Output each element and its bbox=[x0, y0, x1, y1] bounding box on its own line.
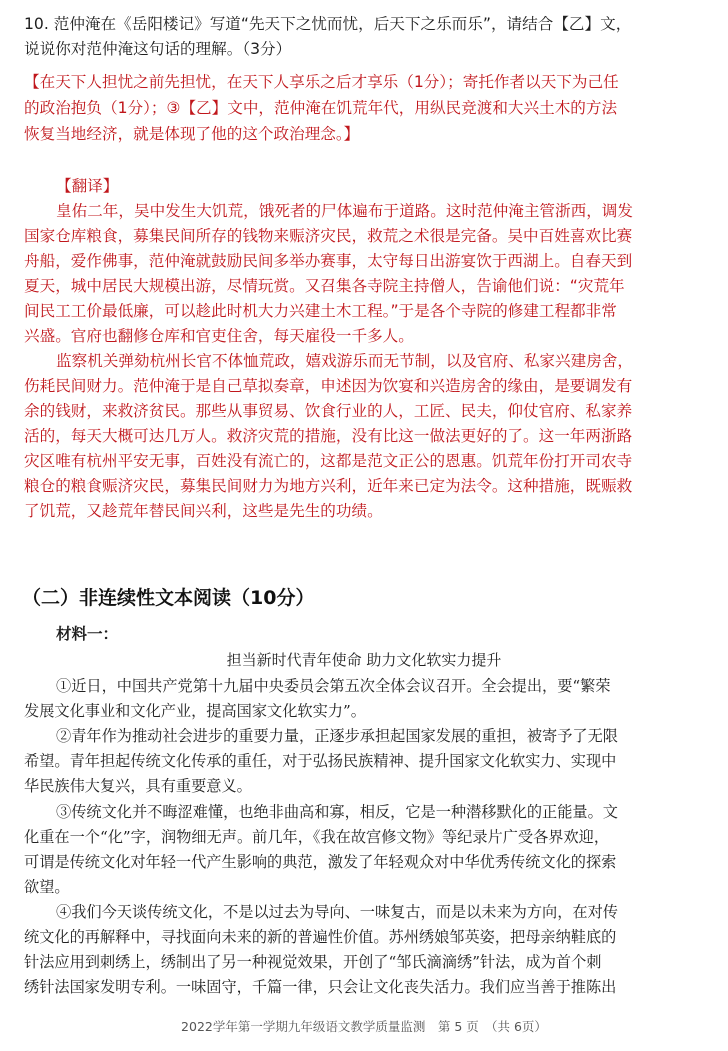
article-line: ④我们今天谈传统文化，不是以过去为导向、一味复古，而是以未来为方向，在对传 bbox=[56, 903, 618, 921]
translation-line: 国家仓库粮食，募集民间所存的钱物来赈济灾民，救荒之术很是完备。吴中百姓喜欢比赛 bbox=[24, 227, 633, 245]
translation-heading: 【翻译】 bbox=[56, 177, 119, 195]
answer-line: 【在天下人担忧之前先担忧，在天下人享乐之后才享乐（1分）；寄托作者以天下为己任 bbox=[24, 73, 619, 91]
article-line: ③传统文化并不晦涩难懂，也绝非曲高和寡，相反，它是一种潜移默化的正能量。文 bbox=[56, 803, 618, 821]
article-line: ①近日，中国共产党第十九届中央委员会第五次全体会议召开。全会提出，要“繁荣 bbox=[56, 677, 611, 695]
article-line: 欲望。 bbox=[24, 878, 70, 896]
answer-line: 恢复当地经济，就是体现了他的这个政治理念。】 bbox=[24, 125, 360, 143]
article-title: 担当新时代青年使命 助力文化软实力提升 bbox=[226, 651, 502, 669]
translation-line: 夏天，城中居民大规模出游，尽情玩赏。又召集各寺院主持僧人，告谕他们说：“灾荒年 bbox=[24, 277, 625, 295]
article-line: 针法应用到刺绣上，绣制出了另一种视觉效果，开创了“邹氏滴滴绣”针法，成为首个刺 bbox=[24, 953, 602, 971]
article-line: 统文化的再解释中，寻找面向未来的新的普遍性价值。苏州绣娘邹英姿，把母亲纳鞋底的 bbox=[24, 928, 617, 946]
article-line: 绣针法国家发明专利。一味固守，千篇一律，只会让文化丧失活力。我们应当善于推陈出 bbox=[24, 978, 617, 996]
article-line: ②青年作为推动社会进步的重要力量，正逐步承担起国家发展的重担，被寄予了无限 bbox=[56, 727, 618, 745]
translation-line: 灾区唯有杭州平安无事，百姓没有流亡的，这都是范文正公的恩惠。饥荒年份打开司农寺 bbox=[24, 452, 633, 470]
answer-line: 的政治抱负（1分）；③【乙】文中，范仲淹在饥荒年代，用纵民竞渡和大兴土木的方法 bbox=[24, 99, 618, 117]
translation-line: 间民工工价最低廉，可以趁此时机大力兴建土木工程。”于是各个寺院的修建工程都非常 bbox=[24, 302, 617, 320]
question-line: 说说你对范仲淹这句话的理解。（3分） bbox=[24, 40, 292, 58]
section-heading: （二）非连续性文本阅读（10分） bbox=[22, 587, 315, 609]
translation-line: 监察机关弹劾杭州长官不体恤荒政，嬉戏游乐而无节制，以及官府、私家兴建房舍， bbox=[56, 352, 633, 370]
article-line: 可谓是传统文化对年轻一代产生影响的典范，激发了年轻观众对中华优秀传统文化的探索 bbox=[24, 853, 617, 871]
translation-line: 兴盛。官府也翻修仓库和官吏住舍，每天雇役一千多人。 bbox=[24, 327, 414, 345]
question-line: 10. 范仲淹在《岳阳楼记》写道“先天下之忧而忧，后天下之乐而乐”，请结合【乙】文， bbox=[24, 15, 632, 33]
article-line: 化重在一个“化”字，润物细无声。前几年，《我在故宫修文物》等纪录片广受各界欢迎， bbox=[24, 828, 610, 846]
translation-line: 皇佑二年，吴中发生大饥荒，饿死者的尸体遍布于道路。这时范仲淹主管浙西，调发 bbox=[56, 202, 633, 220]
article-line: 发展文化事业和文化产业，提高国家文化软实力”。 bbox=[24, 702, 366, 720]
translation-line: 伤耗民间财力。范仲淹于是自己草拟奏章，申述因为饮宴和兴造房舍的缘由，是要调发有 bbox=[24, 377, 633, 395]
translation-line: 活的，每天大概可达几万人。救济灾荒的措施，没有比这一做法更好的了。这一年两浙路 bbox=[24, 427, 633, 445]
material-label: 材料一： bbox=[56, 625, 119, 643]
page-footer: 2022学年第一学期九年级语文教学质量监测 第 5 页 （共 6页） bbox=[181, 1019, 547, 1034]
translation-line: 舟船，爱作佛事，范仲淹就鼓励民间多举办赛事，太守每日出游宴饮于西湖上。自春天到 bbox=[24, 252, 633, 270]
translation-line: 粮仓的粮食赈济灾民，募集民间财力为地方兴利，近年来已定为法令。这种措施，既赈救 bbox=[24, 477, 633, 495]
article-line: 华民族伟大复兴，具有重要意义。 bbox=[24, 777, 252, 795]
translation-line: 了饥荒，又趁荒年替民间兴利，这些是先生的功绩。 bbox=[24, 502, 383, 520]
article-line: 希望。青年担起传统文化传承的重任，对于弘扬民族精神、提升国家文化软实力、实现中 bbox=[24, 752, 617, 770]
translation-line: 余的钱财，来救济贫民。那些从事贸易、饮食行业的人，工匠、民夫，仰仗官府、私家养 bbox=[24, 402, 633, 420]
